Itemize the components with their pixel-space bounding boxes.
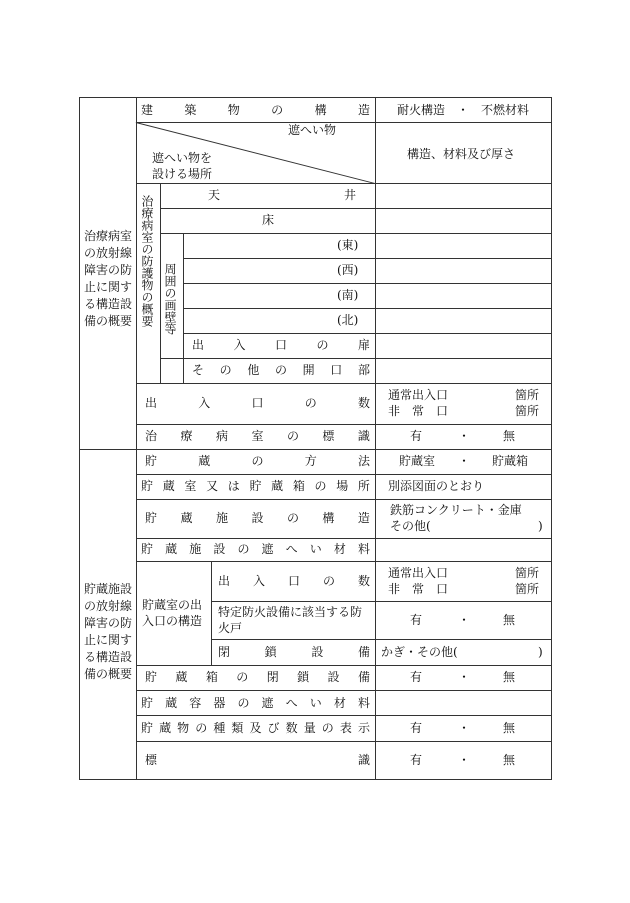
- table-rule: [183, 258, 552, 259]
- table-rule: [136, 122, 552, 123]
- fire-door-option-no: 無: [503, 613, 516, 627]
- row-label-storage-method: 貯 蔵 の 方 法: [145, 454, 370, 468]
- storage-sign-option-no: 無: [503, 753, 516, 767]
- table-rule: [136, 474, 552, 475]
- section1-title-line: 止に関す: [84, 280, 133, 294]
- table-rule: [160, 208, 552, 209]
- row-label-ceiling: 天 井: [208, 188, 356, 202]
- table-rule: [79, 97, 80, 780]
- table-rule: [183, 283, 552, 284]
- table-rule: [79, 449, 552, 450]
- section2-title-line: 障害の防: [84, 616, 133, 630]
- table-rule: [551, 97, 552, 780]
- section2-title-line: 止に関す: [84, 633, 133, 647]
- application-form-table: [79, 97, 552, 780]
- table-rule: [375, 97, 376, 780]
- section2-title-line: の放射線: [84, 599, 133, 613]
- column-header-structure-material: 構造、材料及び厚さ: [407, 147, 516, 161]
- row-label-storage-location: 貯 蔵 室 又 は 貯 蔵 箱 の 場 所: [141, 479, 370, 493]
- table-rule: [211, 561, 212, 666]
- sign-option-yes: 有: [410, 429, 423, 443]
- table-rule: [136, 715, 552, 716]
- entrance-emergency-unit: 箇所: [515, 404, 540, 418]
- table-rule: [183, 308, 552, 309]
- section1-title-line: の放射線: [84, 246, 133, 260]
- diag-header-place-line1: 遮へい物を: [152, 151, 213, 165]
- row-label-entrance-count: 出 入 口 の 数: [145, 396, 370, 410]
- row-label-wall-east: (東): [337, 238, 359, 252]
- closure-options: かぎ・その他(: [381, 645, 458, 659]
- section2-title-line: 貯蔵施設: [84, 582, 133, 596]
- row-label-wall-west: (西): [337, 263, 359, 277]
- row-label-facility-structure: 貯 蔵 施 設 の 構 造: [145, 511, 370, 525]
- table-rule: [211, 601, 552, 602]
- storage-location-value: 別添図面のとおり: [388, 479, 485, 493]
- storage-sign-option-yes: 有: [410, 753, 423, 767]
- row-label-container-material: 貯 蔵 容 器 の 遮 へ い 材 料: [141, 696, 370, 710]
- facility-structure-line1: 鉄筋コンクリート・金庫: [390, 503, 522, 517]
- row-label-storage-sign: 標 識: [145, 753, 370, 767]
- table-rule: [136, 665, 552, 666]
- row-label-box-closure: 貯 蔵 箱 の 閉 鎖 設 備: [145, 670, 370, 684]
- storage-option-box: 貯蔵箱: [492, 454, 529, 468]
- table-rule: [136, 97, 137, 780]
- vertical-label-walls: 周囲の画壁等: [163, 263, 177, 335]
- row-label-sign: 治 療 病 室 の 標 識: [145, 429, 370, 443]
- table-rule: [136, 561, 552, 562]
- facility-structure-other: その他(: [390, 519, 431, 533]
- row-label-fire-door-line2: 火戸: [218, 621, 243, 635]
- option-separator: ・: [458, 429, 471, 443]
- option-separator: ・: [458, 454, 471, 468]
- diag-header-place-line2: 設ける場所: [152, 167, 213, 181]
- row-label-wall-south: (南): [337, 288, 359, 302]
- entrance-regular-label: 通常出入口: [388, 388, 449, 402]
- table-rule: [136, 424, 552, 425]
- quantity-display-option-no: 無: [503, 721, 516, 735]
- closure-close: ): [538, 645, 543, 659]
- table-rule: [183, 333, 552, 334]
- table-rule: [136, 183, 552, 184]
- diag-header-shield: 遮へい物: [288, 123, 337, 137]
- quantity-display-option-yes: 有: [410, 721, 423, 735]
- row-label-fire-door-line1: 特定防火設備に該当する防: [218, 605, 363, 619]
- table-rule: [136, 741, 552, 742]
- row-label-floor: 床: [262, 213, 275, 227]
- table-rule: [136, 538, 552, 539]
- table-rule: [160, 233, 552, 234]
- row-label-room-entrance-count: 出 入 口 の 数: [218, 574, 370, 588]
- fire-door-option-yes: 有: [410, 613, 423, 627]
- table-rule: [160, 183, 161, 384]
- row-label-other-openings: そ の 他 の 開 口 部: [192, 363, 370, 377]
- row-label-room-entrance-line2: 入口の構造: [142, 614, 203, 628]
- room-entrance-emergency-unit: 箇所: [515, 582, 540, 596]
- table-rule: [136, 499, 552, 500]
- sign-option-no: 無: [503, 429, 516, 443]
- section1-title-line: る構造設: [84, 297, 133, 311]
- option-separator: ・: [458, 753, 471, 767]
- row-label-building-structure: 建 築 物 の 構 造: [141, 103, 370, 117]
- box-closure-option-yes: 有: [410, 670, 423, 684]
- table-rule: [79, 97, 552, 98]
- room-entrance-regular-unit: 箇所: [515, 566, 540, 580]
- section2-title-line: 備の概要: [84, 667, 133, 681]
- row-label-room-entrance-line1: 貯蔵室の出: [142, 598, 203, 612]
- row-label-wall-north: (北): [337, 313, 359, 327]
- section1-title-line: 治療病室: [84, 229, 133, 243]
- option-separator: ・: [458, 613, 471, 627]
- table-rule: [160, 358, 552, 359]
- option-separator: ・: [458, 670, 471, 684]
- section1-title-line: 備の概要: [84, 314, 133, 328]
- room-entrance-regular-label: 通常出入口: [388, 566, 449, 580]
- building-structure-options: 耐火構造 ・ 不燃材料: [397, 103, 530, 117]
- entrance-regular-unit: 箇所: [515, 388, 540, 402]
- row-label-entrance-door: 出 入 口 の 扉: [192, 338, 370, 352]
- vertical-label-protection: 治療病室の防護物の概要: [140, 195, 154, 327]
- box-closure-option-no: 無: [503, 670, 516, 684]
- row-label-shield-material: 貯 蔵 施 設 の 遮 へ い 材 料: [141, 542, 370, 556]
- section1-title-line: 障害の防: [84, 263, 133, 277]
- table-rule: [79, 779, 552, 780]
- facility-structure-close: ): [538, 519, 543, 533]
- table-rule: [211, 639, 552, 640]
- section2-title-line: る構造設: [84, 650, 133, 664]
- entrance-emergency-label: 非 常 口: [388, 404, 449, 418]
- storage-option-room: 貯蔵室: [399, 454, 436, 468]
- row-label-quantity-display: 貯 蔵 物 の 種 類 及 び 数 量 の 表 示: [141, 721, 370, 735]
- table-rule: [136, 690, 552, 691]
- table-rule: [183, 233, 184, 384]
- option-separator: ・: [458, 721, 471, 735]
- row-label-closure: 閉 鎖 設 備: [218, 645, 370, 659]
- room-entrance-emergency-label: 非 常 口: [388, 582, 449, 596]
- table-rule: [136, 383, 552, 384]
